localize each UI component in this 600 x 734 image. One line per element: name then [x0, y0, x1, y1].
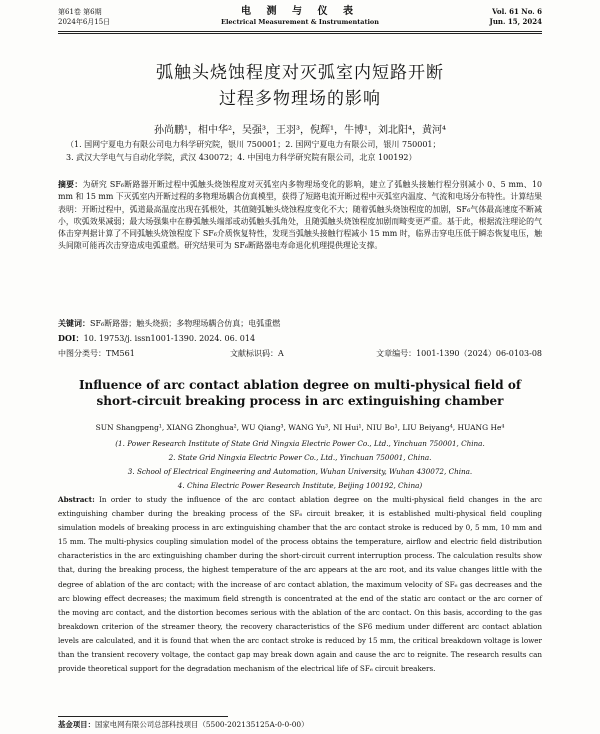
doi — [58, 333, 542, 344]
article-number: 文章编号：1001-1390（2024）06-0103-08 — [376, 349, 542, 358]
volume-cn: 第61卷 第6期 — [58, 8, 102, 16]
document-code: 文献标识码：A — [230, 349, 284, 358]
funding-text: 国家电网有限公司总部科技项目（5500-202135125A-0-0-00） — [94, 720, 309, 729]
affiliation-en-line: 4. China Electric Power Research Institute, Beijing 100192, China) — [177, 481, 423, 490]
affiliation-en-line: (1. Power Research Institute of State Grid Ningxia Electric Power Co., Ltd., Yinchuan 750001, China. — [115, 439, 485, 448]
header-rule — [58, 31, 542, 32]
abstract-en-label: Abstract: — [58, 495, 95, 504]
date-en: Jun. 15, 2024 — [489, 17, 542, 26]
keywords-cn — [58, 318, 542, 329]
abstract-cn-label: 摘要： — [58, 180, 83, 189]
header-center — [58, 6, 542, 27]
affiliation-en-line: 3. School of Electrical Engineering and Automation, Wuhan University, Wuhan 430072, China. — [127, 467, 473, 476]
authors-en: SUN Shangpeng¹, XIANG Zhonghua², WU Qiang³, WANG Yu³, NI Hui¹, NIU Bo¹, LIU Beiyang⁴, HUANG He⁴ — [95, 423, 505, 432]
title-cn — [90, 60, 510, 112]
keywords-cn-text: SF₆断路器；触头烧损；多物理场耦合仿真；电弧重燃 — [90, 319, 281, 328]
affiliation-cn-line: （1. 国网宁夏电力有限公司电力科学研究院，银川 750001；2. 国网宁夏电力有限公司，银川 750001； — [66, 140, 441, 149]
journal-name-en: Electrical Measurement & Instrumentation — [220, 18, 379, 26]
funding-label: 基金项目： — [58, 720, 95, 729]
affiliations-cn — [66, 138, 542, 164]
classification-line — [58, 348, 542, 360]
abstract-cn — [58, 179, 542, 253]
authors-cn: 孙尚鹏¹，相中华²，吴强³，王羽³，倪辉¹，牛博¹，刘北阳⁴，黄河⁴ — [153, 125, 447, 136]
header-rule-thin — [58, 33, 542, 34]
affiliations-en — [58, 437, 542, 493]
doi-label: DOI： — [58, 333, 84, 343]
keywords-cn-label: 关键词： — [58, 318, 90, 328]
journal-name-cn: 电 测 与 仪 表 — [241, 6, 359, 17]
running-header — [58, 4, 542, 30]
abstract-en — [58, 493, 542, 676]
date-cn: 2024年6月15日 — [58, 18, 111, 26]
doi-text: 10. 19753/j. issn1001-1390. 2024. 06. 014 — [83, 334, 256, 343]
abstract-cn-text: 为研究 SF₆断路器开断过程中弧触头烧蚀程度对灭弧室内多物理场变化的影响，建立了弧触头接触行程分别减小 0、5 mm、10 mm 和 15 mm 下灭弧室内开断过程的多物理场耦合仿真模型，获得了短路电流开断过程中灭弧室内温度、气流和电场分布特性。计算结果表明：开断过程中，弧道最高温度出现在弧根处，其值随弧触头烧蚀程度变化不大；随着弧触头烧蚀程度的加剧，SF₆气体最高速度不断减小，吹弧效果减弱；最大场强集中在静弧触头端部或动弧触头弧角处，且随弧触头烧蚀程度加剧而畸变更严重。基于此，根据流注理论的气体击穿判据计算了不同弧触头烧蚀程度下 SF₆介质恢复特性，发现当弧触头接触行程减小 15 mm 时，临界击穿电压低于瞬态恢复电压，触头间隙可能再次击穿造成电弧重燃。研究结果可为 SF₆断路器电寿命退化机理提供理论支撑。 — [58, 180, 542, 251]
title-cn-line-2: 过程多物理场的影响 — [219, 89, 381, 109]
affiliation-en-line: 2. State Grid Ningxia Electric Power Co., Ltd., Yinchuan 750001, China. — [168, 453, 432, 462]
volume-en: Vol. 61 No. 6 — [492, 7, 542, 16]
footnote-rule — [58, 716, 228, 717]
header-right — [490, 7, 542, 27]
affiliation-cn-line: 3. 武汉大学电气与自动化学院，武汉 430072；4. 中国电力科学研究院有限公司，北京 100192） — [66, 153, 417, 162]
abstract-en-text: In order to study the influence of the arc contact ablation degree on the multi-physical field changes in the arc extinguishing chamber during the breaking process of the SF₆ circuit breaker, it is established multi-physical field coupling simulation models of breaking process in arc extinguishing chamber that the arc contact stroke is reduced by 0, 5 mm, 10 mm and 15 mm. The multi-physics coupling simulation model of the process obtains the temperature, airflow and electric field distribution characteristics in the arc extinguishing chamber during the short-circuit current interruption process. The calculation results show that, during the breaking process, the highest temperature of the arc appears at the arc root, and its value changes little with the degree of ablation of the arc contact; with the increase of arc contact ablation, the maximum velocity of SF₆ gas decreases and the arc blowing effect decreases; the maximum field strength is concentrated at the end of the static arc contact or the arc corner of the moving arc contact, and the distortion becomes serious with the ablation of the arc contact. On this basis, according to the gas breakdown criterion of the streamer theory, the recovery characteristics of the SF6 medium under different arc contact ablation levels are calculated, and it is found that when the arc contact stroke is reduced by 15 mm, the critical breakdown voltage is lower than the transient recovery voltage, the contact gap may break down again and cause the arc to reignite. The research results can provide theoretical support for the degradation mechanism of the electrical life of SF₆ circuit breakers. — [58, 495, 542, 674]
funding-footnote — [58, 719, 542, 730]
title-cn-line-1: 弧触头烧蚀程度对灭弧室内短路开断 — [156, 63, 444, 83]
clc-number: 中图分类号：TM561 — [58, 349, 135, 358]
title-en: Influence of arc contact ablation degree on multi-physical field of short-circuit breaking process in arc extinguishing chamber — [78, 378, 522, 408]
